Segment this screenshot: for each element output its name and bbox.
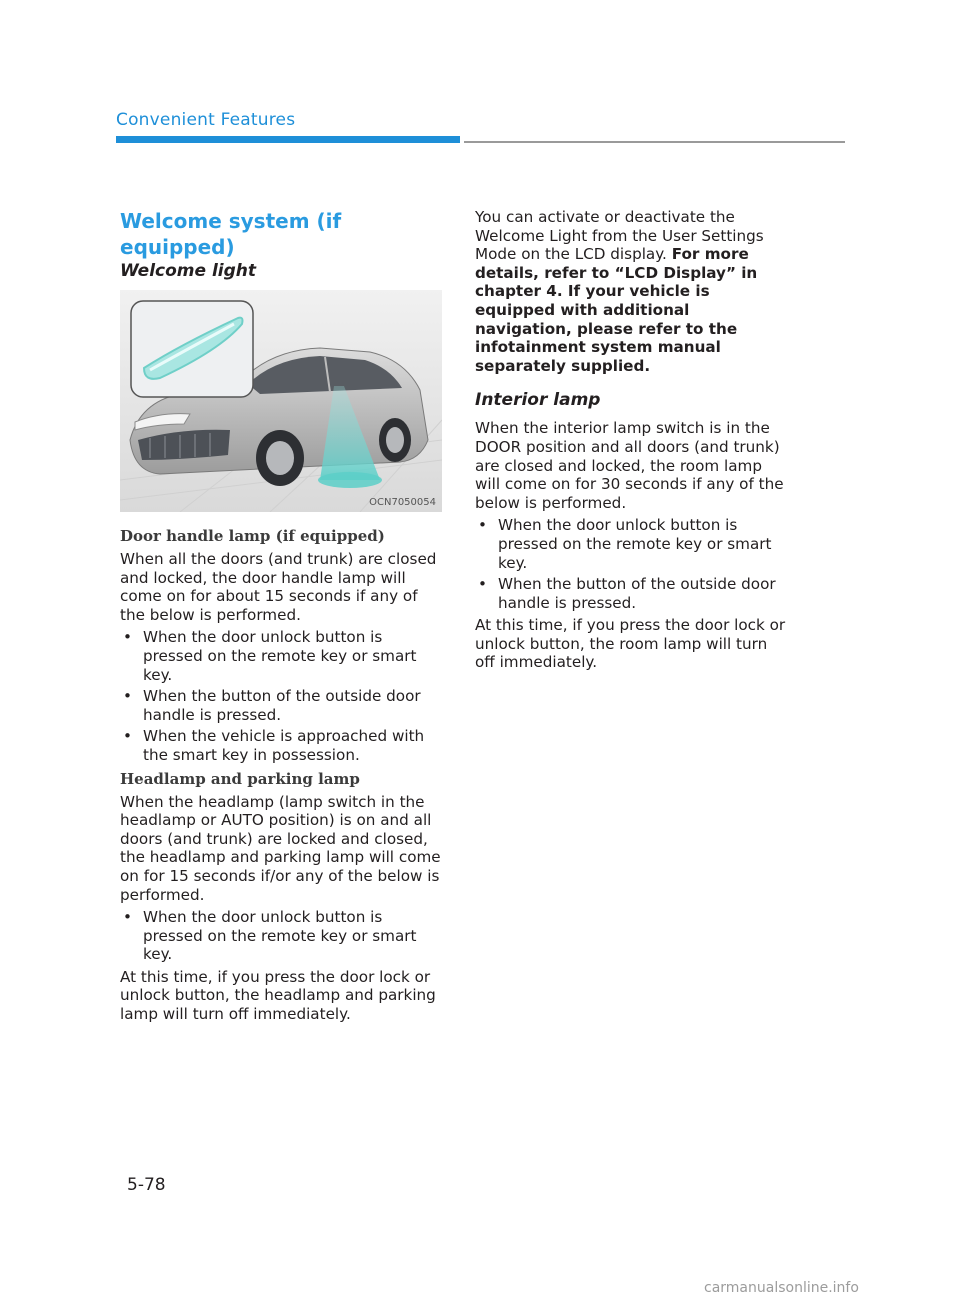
list-item: • When the door unlock button is pressed on the remote key or smart key. bbox=[478, 516, 772, 572]
door-handle-lamp-heading: Door handle lamp (if equipped) bbox=[120, 527, 385, 545]
headlamp-outro: At this time, if you press the door lock or unlock button, the headlamp and parking lamp will turn off immediately. bbox=[120, 967, 436, 1024]
interior-lamp-outro: At this time, if you press the door lock or unlock button, the room lamp will turn off immediately. bbox=[475, 616, 786, 672]
right-column bbox=[475, 208, 791, 676]
header-title: Convenient Features bbox=[116, 110, 296, 130]
watermark: carmanualsonline.info bbox=[704, 1280, 859, 1296]
bullet-glyph: • bbox=[478, 516, 487, 535]
header-bar-rule bbox=[464, 141, 845, 143]
bullet-glyph: • bbox=[123, 908, 132, 927]
list-item: • When the button of the outside door handle is pressed. bbox=[123, 687, 421, 724]
interior-lamp-intro: When the interior lamp switch is in the DOOR position and all doors (and trunk) are closed and locked, the room lamp will come on for 30 seconds if any of the below is performed. bbox=[475, 419, 784, 512]
interior-lamp-bullets bbox=[475, 516, 791, 612]
bullet-glyph: • bbox=[123, 687, 132, 706]
welcome-light-figure bbox=[120, 290, 442, 512]
welcome-light-settings-note: You can activate or deactivate the Welcome Light from the User Settings Mode on the LCD display. For more details, refer to “LCD Display” in chapter 4. If your vehicle is equipped with additional navigation, please refer to the infotainment system manual separately supplied. bbox=[475, 208, 764, 375]
subsection-title-interior-lamp: Interior lamp bbox=[475, 390, 601, 411]
car-illustration bbox=[120, 290, 442, 512]
door-handle-lamp-bullets bbox=[120, 628, 442, 764]
door-handle-lamp-intro: When all the doors (and trunk) are closed and locked, the door handle lamp will come on for about 15 seconds if any of the below is performed. bbox=[120, 550, 437, 624]
left-column bbox=[120, 208, 442, 1028]
list-item: • When the door unlock button is pressed on the remote key or smart key. bbox=[123, 908, 417, 964]
list-item: • When the vehicle is approached with the smart key in possession. bbox=[123, 727, 425, 764]
section-title: Welcome system (if equipped) bbox=[120, 209, 342, 259]
bullet-glyph: • bbox=[478, 575, 487, 594]
list-item: • When the button of the outside door handle is pressed. bbox=[478, 575, 776, 612]
headlamp-heading: Headlamp and parking lamp bbox=[120, 769, 360, 788]
subsection-title-welcome-light: Welcome light bbox=[120, 261, 256, 281]
header-bar-accent bbox=[116, 136, 460, 143]
bullet-glyph: • bbox=[123, 727, 132, 746]
figure-caption: OCN7050054 bbox=[369, 497, 436, 508]
page-number: 5-78 bbox=[127, 1175, 166, 1195]
headlamp-intro: When the headlamp (lamp switch in the headlamp or AUTO position) is on and all doors (and trunk) are locked and closed, the headlamp and parking lamp will come on for 15 seconds if/or any of the below is performed. bbox=[120, 792, 441, 904]
headlamp-bullets bbox=[120, 908, 442, 964]
bullet-glyph: • bbox=[123, 628, 132, 647]
list-item: • When the door unlock button is pressed on the remote key or smart key. bbox=[123, 628, 417, 684]
